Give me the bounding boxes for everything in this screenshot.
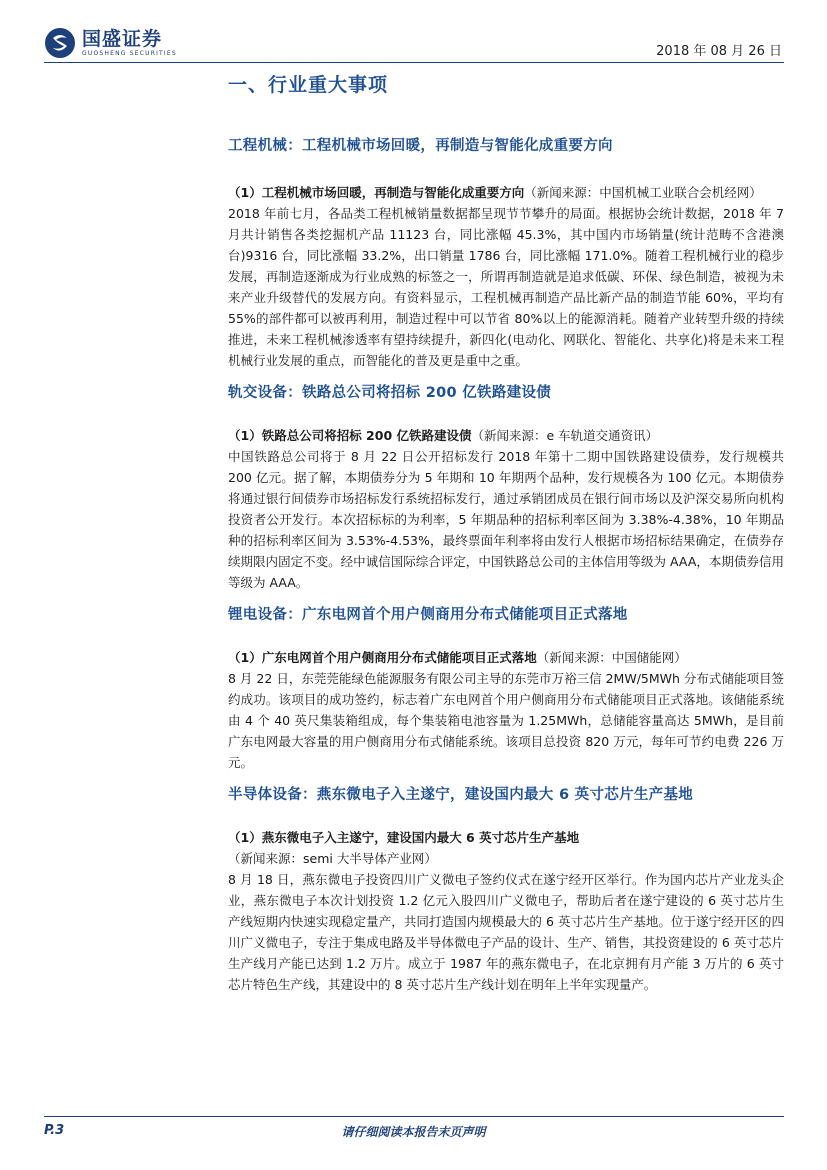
section-heading: 锂电设备：广东电网首个用户侧商用分布式储能项目正式落地 [228, 607, 628, 623]
company-logo [44, 26, 177, 60]
news-title: （1）广东电网首个用户侧商用分布式储能项目正式落地 [228, 650, 537, 665]
news-title: （1）燕东微电子入主遂宁，建设国内最大 6 英寸芯片生产基地 [228, 830, 580, 845]
news-section-construction-machinery [228, 136, 784, 371]
news-headline [228, 182, 784, 203]
news-source: （新闻来源：e 车轨道交通资讯） [471, 428, 659, 443]
header-divider [44, 62, 784, 63]
section-heading: 轨交设备：铁路总公司将招标 200 亿铁路建设债 [228, 385, 552, 401]
news-body: 2018 年前七月，各品类工程机械销量数据都呈现节节攀升的局面。根据协会统计数据，2018 年 7 月共计销售各类挖掘机产品 11123 台，同比涨幅 45.3%，其中国内市场销量(统计范畴不含港澳台)9316 台，同比涨幅 33.2%，出口销量 1786 台，同比涨幅 171.0%。随着工程机械行业的稳步发展，再制造逐渐成为行业成熟的标签之一，所谓再制造就是追求低碳、环保、绿色制造，被视为未来产业升级替代的发展方向。有资料显示，工程机械再制造产品比新产品的制造节能 60%，平均有 55%的部件都可以被再利用，制造过程中可以节省 80%以上的能源消耗。随着产业转型升级的持续推进，未来工程机械渗透率有望持续提升，新四化(电动化、网联化、智能化、共享化)将是未来工程机械行业发展的重点，而智能化的普及更是重中之重。 [228, 206, 784, 368]
page-header [44, 22, 784, 66]
news-source: （新闻来源：中国储能网） [536, 650, 687, 665]
news-headline [228, 647, 784, 668]
news-headline [228, 425, 784, 446]
logo-name-cn: 国盛证券 [82, 28, 163, 50]
news-body: 8 月 18 日，燕东微电子投资四川广义微电子签约仪式在遂宁经开区举行。作为国内芯片产业龙头企业，燕东微电子本次计划投资 1.2 亿元入股四川广义微电子，帮助后者在遂宁建设的 6 英寸芯片生产线短期内快速实现稳定量产，共同打造国内规模最大的 6 英寸芯片生产基地。位于遂宁经开区的四川广义微电子，专注于集成电路及半导体微电子产品的设计、生产、销售，其投资建设的 6 英寸芯片生产线月产能已达到 1.2 万片。成立于 1987 年的燕东微电子，在北京拥有月产能 3 万片的 6 英寸芯片特色生产线，其建设中的 8 英寸芯片生产线计划在明年上半年实现量产。 [228, 872, 784, 992]
footer-disclaimer: 请仔细阅读本报告末页声明 [341, 1125, 486, 1139]
news-source: （新闻来源：中国机械工业联合会机经网） [524, 185, 762, 200]
news-source: （新闻来源：semi 大半导体产业网） [228, 851, 437, 866]
page-number: P.3 [44, 1123, 65, 1138]
news-section-semiconductor-equipment [228, 785, 784, 995]
news-title: （1）铁路总公司将招标 200 亿铁路建设债 [228, 428, 472, 443]
logo-icon [44, 27, 76, 59]
news-section-lithium-equipment [228, 605, 784, 773]
news-body: 8 月 22 日，东莞莞能绿色能源服务有限公司主导的东莞市万裕三信 2MW/5MWh 分布式储能项目签约成功。该项目的成功签约，标志着广东电网首个用户侧商用分布式储能项目正式落地。该储能系统由 4 个 40 英尺集装箱组成，每个集装箱电池容量为 1.25MWh，总储能容量高达 5MWh，是目前广东电网最大容量的用户侧商用分布式储能系统。该项目总投资 820 万元，每年可节约电费 226 万元。 [228, 671, 784, 770]
section-heading: 半导体设备：燕东微电子入主遂宁，建设国内最大 6 英寸芯片生产基地 [228, 787, 694, 803]
news-headline [228, 827, 784, 869]
logo-name-en: GUOSHENG SECURITIES [82, 50, 177, 57]
news-body: 中国铁路总公司将于 8 月 22 日公开招标发行 2018 年第十二期中国铁路建设债券，发行规模共 200 亿元。据了解，本期债券分为 5 年期和 10 年期两个品种，发行规模各为 100 亿元。本期债券将通过银行间债券市场招标发行系统招标发行，通过承销团成员在银行间市场以及沪深交易所向机构投资者公开发行。本次招标标的为利率，5 年期品种的招标利率区间为 3.38%-4.38%，10 年期品种的招标利率区间为 3.53%-4.53%，最终票面年利率将由发行人根据市场招标结果确定，在债券存续期限内固定不变。经中诚信国际综合评定，中国铁路总公司的主体信用等级为 AAA，本期债券信用等级为 AAA。 [228, 449, 784, 590]
section-title: 一、行业重大事项 [228, 74, 389, 96]
main-content [228, 136, 784, 995]
footer-divider [44, 1116, 784, 1117]
news-title: （1）工程机械市场回暖，再制造与智能化成重要方向 [228, 185, 525, 200]
report-date: 2018 年 08 月 26 日 [656, 44, 782, 59]
section-heading: 工程机械：工程机械市场回暖，再制造与智能化成重要方向 [228, 138, 613, 154]
news-section-rail-equipment [228, 383, 784, 593]
